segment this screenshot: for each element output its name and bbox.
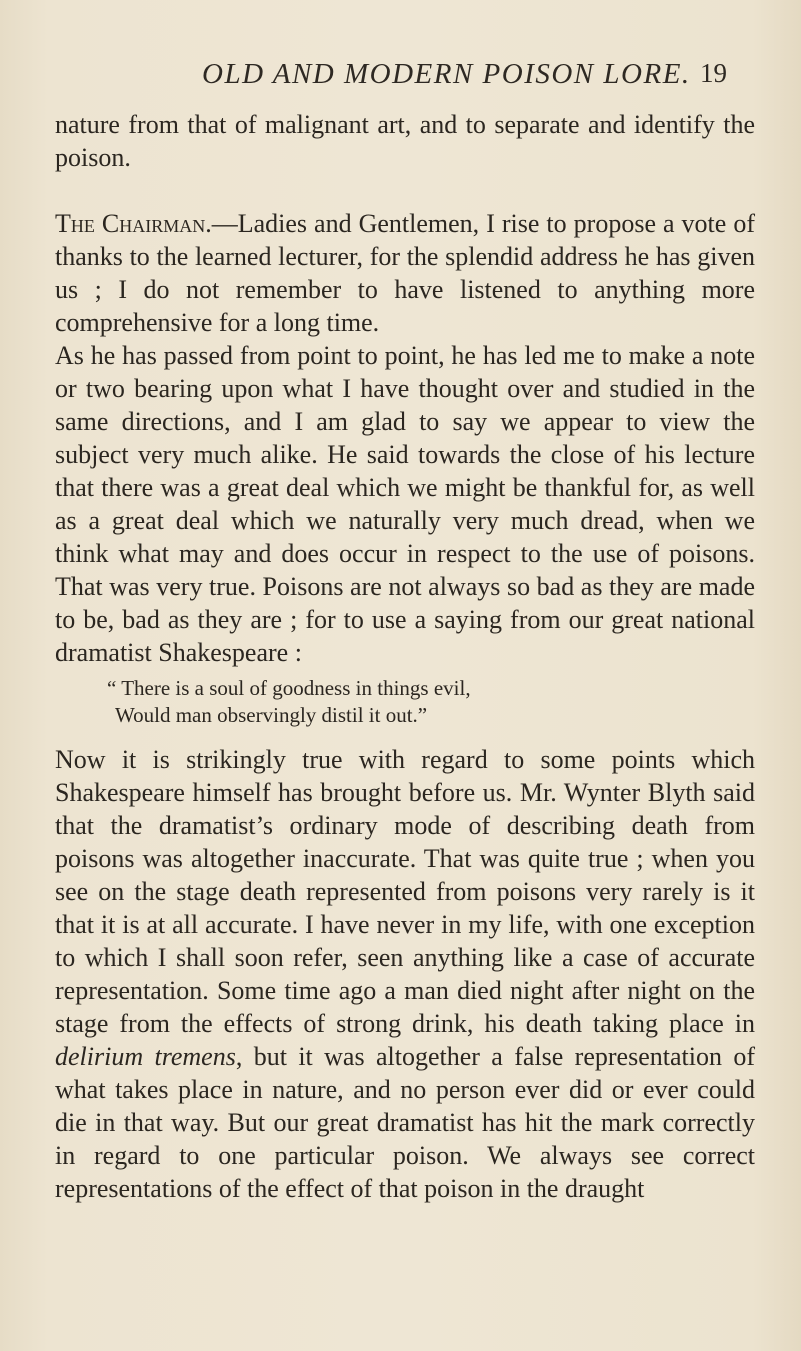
chairman-speech: —Ladies and Gentlemen, I rise to propose a vote of thanks to the learned lecturer, for the splendid address he has given us ; I do not remember to have listened to anything more comprehensive for a long time. xyxy=(55,209,755,337)
paragraph-4 xyxy=(55,743,755,1205)
paragraph-4-italic: delirium tremens xyxy=(55,1042,236,1071)
paragraph-1: nature from that of malignant art, and to separate and identify the poison. xyxy=(55,110,755,172)
paragraph-4-text-b: , but it was altogether a false representation of what takes place in nature, and no person ever did or ever could die in that way. But our great dramatist has hit the mark correctly in regard to one particular poison. We always see correct representations of the effect of that poison in the draught xyxy=(55,1042,755,1203)
speaker-name: The Chairman. xyxy=(55,209,212,238)
running-head xyxy=(0,58,801,98)
running-title: OLD AND MODERN POISON LORE. xyxy=(202,58,691,90)
quote-line-2: Would man observingly distil it out.” xyxy=(115,703,428,727)
paragraph-chairman xyxy=(55,207,755,339)
body-text xyxy=(55,108,755,1205)
paragraph-4-text-a: Now it is strikingly true with regard to some points which Shakespeare himself has brought before us. Mr. Wynter Blyth said that the dramatist’s ordinary mode of describing death from poisons was altogether inaccurate. That was quite true ; when you see on the stage death represented from poisons very rarely is it that it is at all accurate. I have never in my life, with one exception to which I shall soon refer, seen anything like a case of accurate representation. Some time ago a man died night after night on the stage from the effects of strong drink, his death taking place in xyxy=(55,745,755,1038)
page-number: 19 xyxy=(700,58,727,88)
quote-line-1: “ There is a soul of goodness in things evil, xyxy=(107,676,471,700)
shakespeare-quote xyxy=(55,675,755,729)
paragraph-3: As he has passed from point to point, he has led me to make a note or two bearing upon what I have thought over and studied in the same directions, and I am glad to say we appear to view the subject very much alike. He said towards the close of his lecture that there was a great deal which we might be thankful for, as well as a great deal which we naturally very much dread, when we think what may and does occur in respect to the use of poisons. That was very true. Poisons are not always so bad as they are made to be, bad as they are ; for to use a saying from our great national dramatist Shakespeare : xyxy=(55,341,755,667)
